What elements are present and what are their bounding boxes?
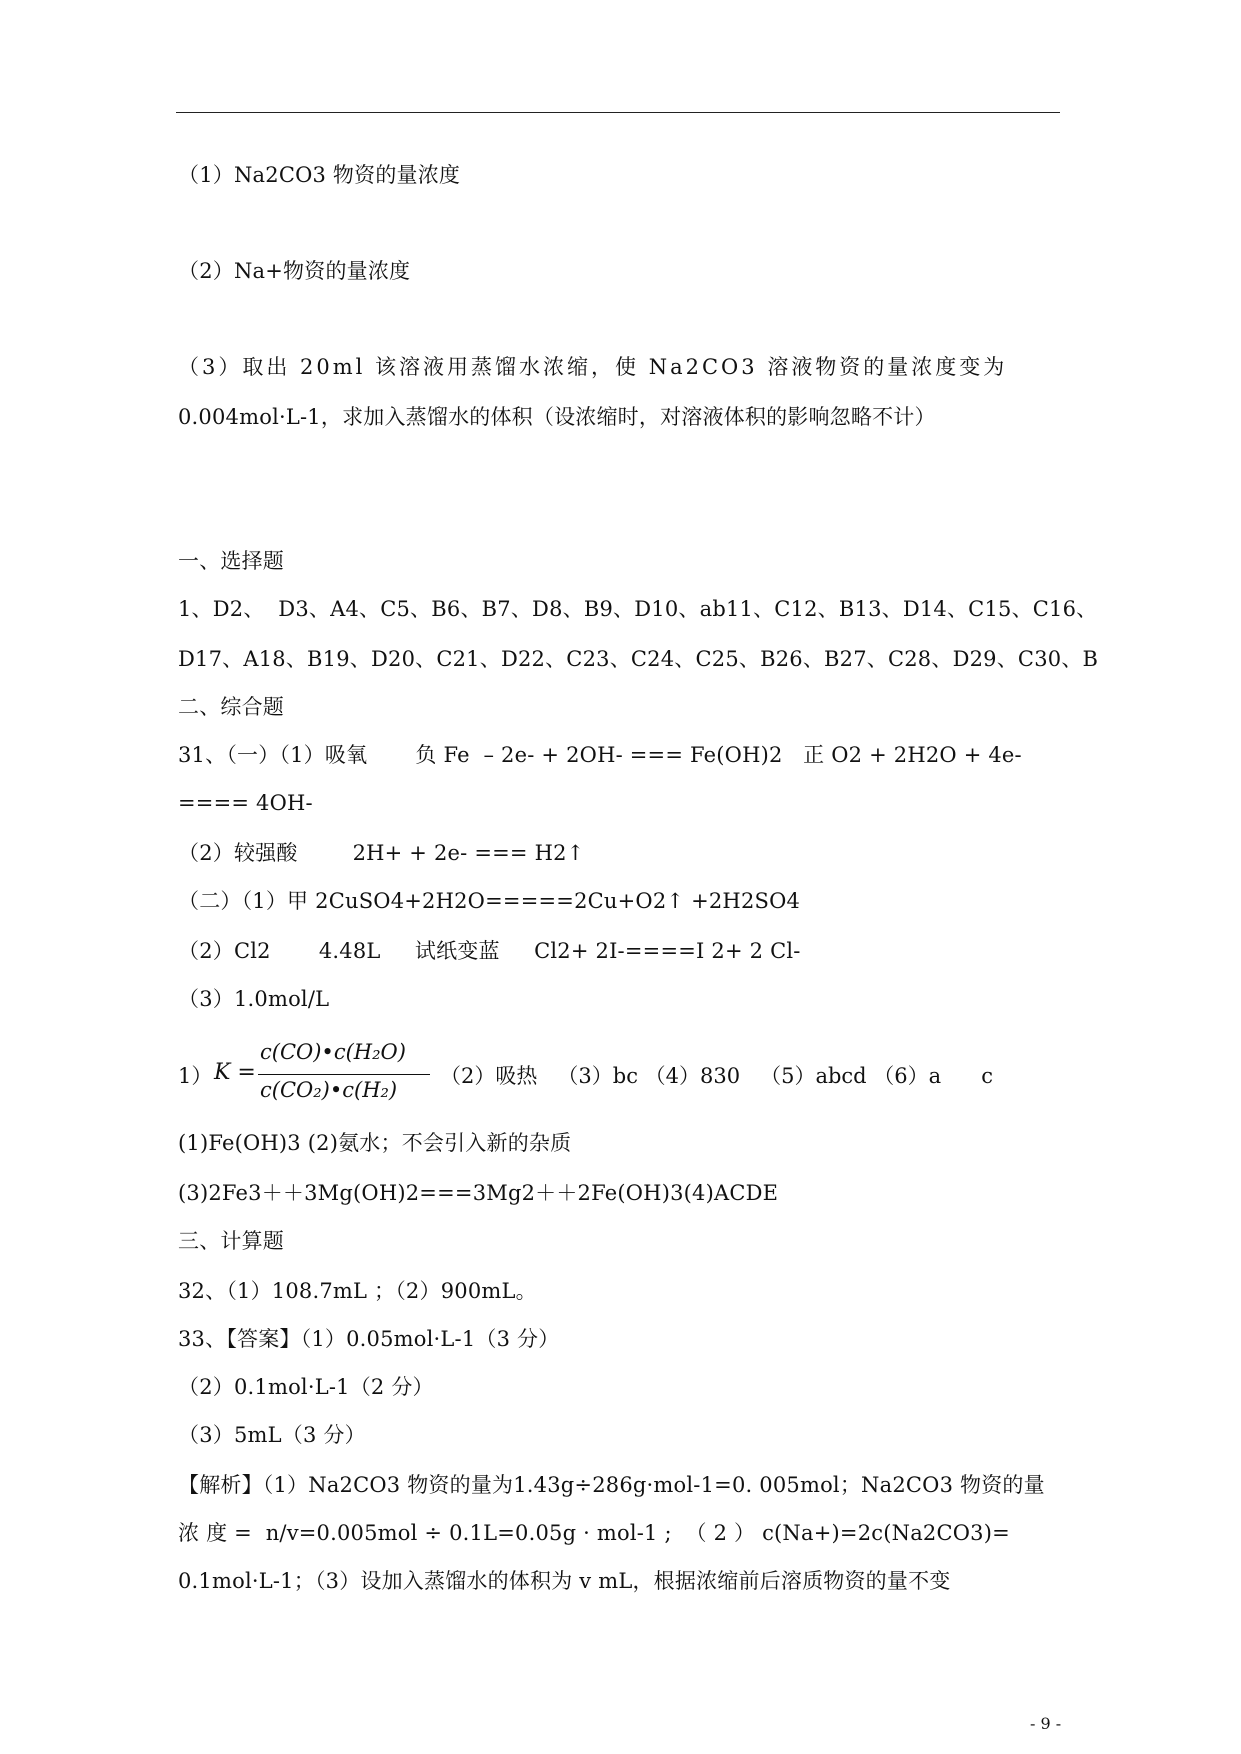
header-rule [176, 112, 1060, 113]
question-line-3: （3）取出 20ml 该溶液用蒸馏水浓缩，使 Na2CO3 溶液物资的量浓度变为 [178, 355, 1008, 379]
answer-31-line-5: （2）Cl2 4.48L 试纸变蓝 Cl2+ 2I-====I 2+ 2 Cl- [178, 939, 801, 963]
answer-31-line-1: 31、（一）（1）吸氧 负 Fe – 2e- + 2OH- === Fe(OH)2 正 O2 + 2H2O + 4e- [178, 743, 1022, 767]
section-heading-choice: 一、选择题 [178, 549, 284, 573]
analysis-line-3: 0.1mol·L-1；（3）设加入蒸馏水的体积为 v mL，根据浓缩前后溶质物资的量不变 [178, 1569, 951, 1593]
question-line-2: （2）Na+物资的量浓度 [178, 259, 411, 283]
answer-33-line-1: 33、【答案】（1）0.05mol·L-1（3 分） [178, 1327, 560, 1351]
equation-prefix: 1） [178, 1064, 213, 1088]
formula-k: K = [214, 1060, 256, 1085]
answer-32: 32、（1）108.7mL ；（2）900mL。 [178, 1279, 537, 1303]
page-number: - 9 - [1030, 1714, 1062, 1733]
answer-31-line-4: （二）（1）甲 2CuSO4+2H2O=====2Cu+O2↑ +2H2SO4 [178, 889, 801, 913]
question-line-3-cont: 0.004mol·L-1，求加入蒸馏水的体积（设浓缩时，对溶液体积的影响忽略不计） [178, 405, 936, 429]
formula-numerator: c(CO)•c(H₂O) [260, 1040, 406, 1064]
answer-31-line-6: （3）1.0mol/L [178, 987, 330, 1011]
answer-line-mg: (3)2Fe3＋＋3Mg(OH)2===3Mg2＋＋2Fe(OH)3(4)ACDE [178, 1181, 779, 1205]
answer-choice-line-2: D17、A18、B19、D20、C21、D22、C23、C24、C25、B26、B27、C28、D29、C30、B [178, 647, 1099, 671]
analysis-line-2: 浓 度 = n/v=0.005mol ÷ 0.1L=0.05g · mol-1 ; （ 2 ） c(Na+)=2c(Na2CO3)= [178, 1521, 1010, 1545]
answer-choice-line-1: 1、D2、 D3、A4、C5、B6、B7、D8、B9、D10、ab11、C12、B13、D14、C15、C16、 [178, 597, 1098, 621]
section-heading-comprehensive: 二、综合题 [178, 695, 284, 719]
answer-33-line-3: （3）5mL（3 分） [178, 1423, 366, 1447]
fraction-bar [258, 1074, 430, 1075]
question-line-1: （1）Na2CO3 物资的量浓度 [178, 163, 461, 187]
equilibrium-answer-row [178, 1040, 1078, 1110]
section-heading-calculation: 三、计算题 [178, 1229, 284, 1253]
answer-31-line-3: （2）较强酸 2H+ + 2e- === H2↑ [178, 841, 585, 865]
equation-answers: （2）吸热 （3）bc （4）830 （5）abcd （6）a c [440, 1064, 993, 1088]
analysis-line-1: 【解析】（1）Na2CO3 物资的量为1.43g÷286g·mol-1=0. 005mol；Na2CO3 物资的量 [178, 1473, 1045, 1497]
answer-31-line-2: ==== 4OH- [178, 791, 313, 815]
answer-33-line-2: （2）0.1mol·L-1（2 分） [178, 1375, 434, 1399]
formula-denominator: c(CO₂)•c(H₂) [260, 1078, 398, 1102]
answer-line-fe: (1)Fe(OH)3 (2)氨水；不会引入新的杂质 [178, 1131, 572, 1155]
